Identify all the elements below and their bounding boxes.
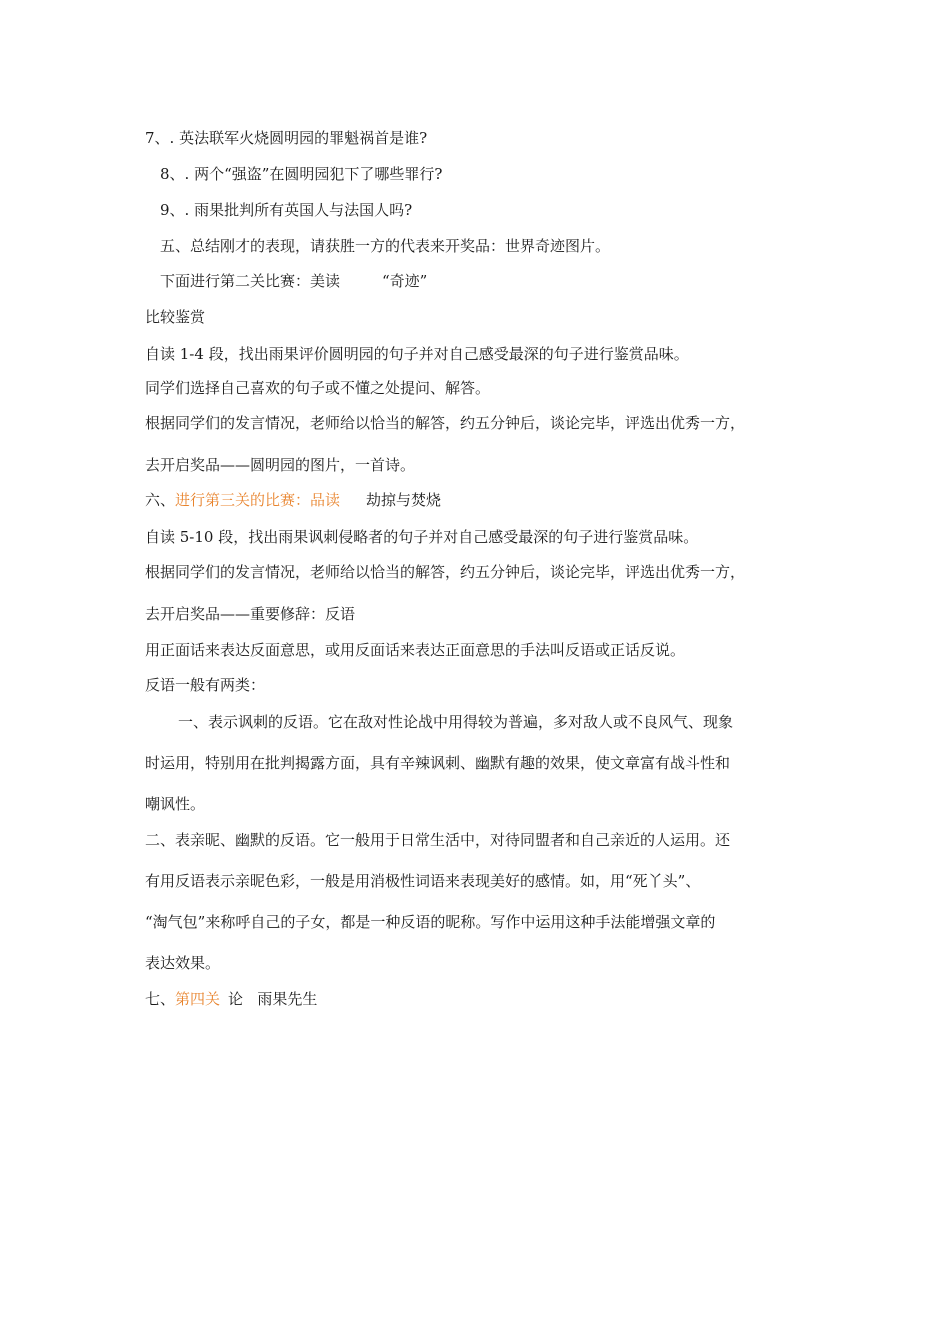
question-7: 7、. 英法联军火烧圆明园的罪魁祸首是谁?: [145, 129, 428, 147]
section-6-title: 进行第三关的比赛：品读: [175, 491, 341, 509]
irony-kinds: 反语一般有两类：: [145, 676, 266, 694]
kind-1-line-2: 时运用，特别用在批判揭露方面，具有辛辣讽刺、幽默有趣的效果，使文章富有战斗性和: [145, 754, 731, 772]
prize-line-2: 去开启奖品——重要修辞：反语: [145, 605, 356, 623]
section-7: [145, 989, 317, 1009]
section-7-topic: 论 雨果先生: [228, 990, 318, 1008]
kind-2-line-1: 二、表亲昵、幽默的反语。它一般用于日常生活中，对待同盟者和自己亲近的人运用。还: [145, 831, 731, 849]
kind-1-line-1: 一、表示讽刺的反语。它在敌对性论战中用得较为普遍，多对敌人或不良风气、现象: [178, 713, 734, 731]
section-7-number: 七、: [145, 990, 176, 1008]
section-6: [145, 490, 441, 510]
question-9: 9、. 雨果批判所有英国人与法国人吗?: [160, 201, 413, 219]
question-8: 8、. 两个“强盗”在圆明园犯下了哪些罪行?: [160, 165, 443, 183]
section-6-topic: 劫掠与焚烧: [366, 491, 442, 509]
judge-line-2: 根据同学们的发言情况，老师给以恰当的解答，约五分钟后，谈论完毕，评选出优秀一方，: [145, 563, 746, 581]
self-read-2: 自读 5-10 段，找出雨果讽刺侵略者的句子并对自己感受最深的句子进行鉴赏品味。: [145, 528, 699, 546]
kind-2-line-2: 有用反语表示亲昵色彩，一般是用消极性词语来表现美好的感情。如，用“死丫头”、: [145, 872, 701, 890]
self-read-1: 自读 1-4 段，找出雨果评价圆明园的句子并对自己感受最深的句子进行鉴赏品味。: [145, 345, 689, 363]
round-2-line: [160, 271, 427, 291]
section-5: 五、总结刚才的表现，请获胜一方的代表来开奖品：世界奇迹图片。: [160, 237, 611, 255]
irony-definition: 用正面话来表达反面意思，或用反面话来表达正面意思的手法叫反语或正话反说。: [145, 641, 686, 659]
compare-heading: 比较鉴赏: [145, 308, 206, 326]
prize-line-1: 去开启奖品——圆明园的图片，一首诗。: [145, 456, 416, 474]
section-7-title: 第四关: [175, 990, 221, 1008]
kind-2-line-4: 表达效果。: [145, 954, 221, 972]
kind-1-line-3: 嘲讽性。: [145, 795, 206, 813]
judge-line-1: 根据同学们的发言情况，老师给以恰当的解答，约五分钟后，谈论完毕，评选出优秀一方，: [145, 414, 746, 432]
section-6-number: 六、: [145, 491, 176, 509]
choose-sentences: 同学们选择自己喜欢的句子或不懂之处提问、解答。: [145, 379, 491, 397]
kind-2-line-3: “淘气包”来称呼自己的子女，都是一种反语的昵称。写作中运用这种手法能增强文章的: [145, 913, 716, 931]
round-2-text: 下面进行第二关比赛：美读: [160, 272, 341, 290]
round-2-topic: “奇迹”: [382, 272, 428, 290]
